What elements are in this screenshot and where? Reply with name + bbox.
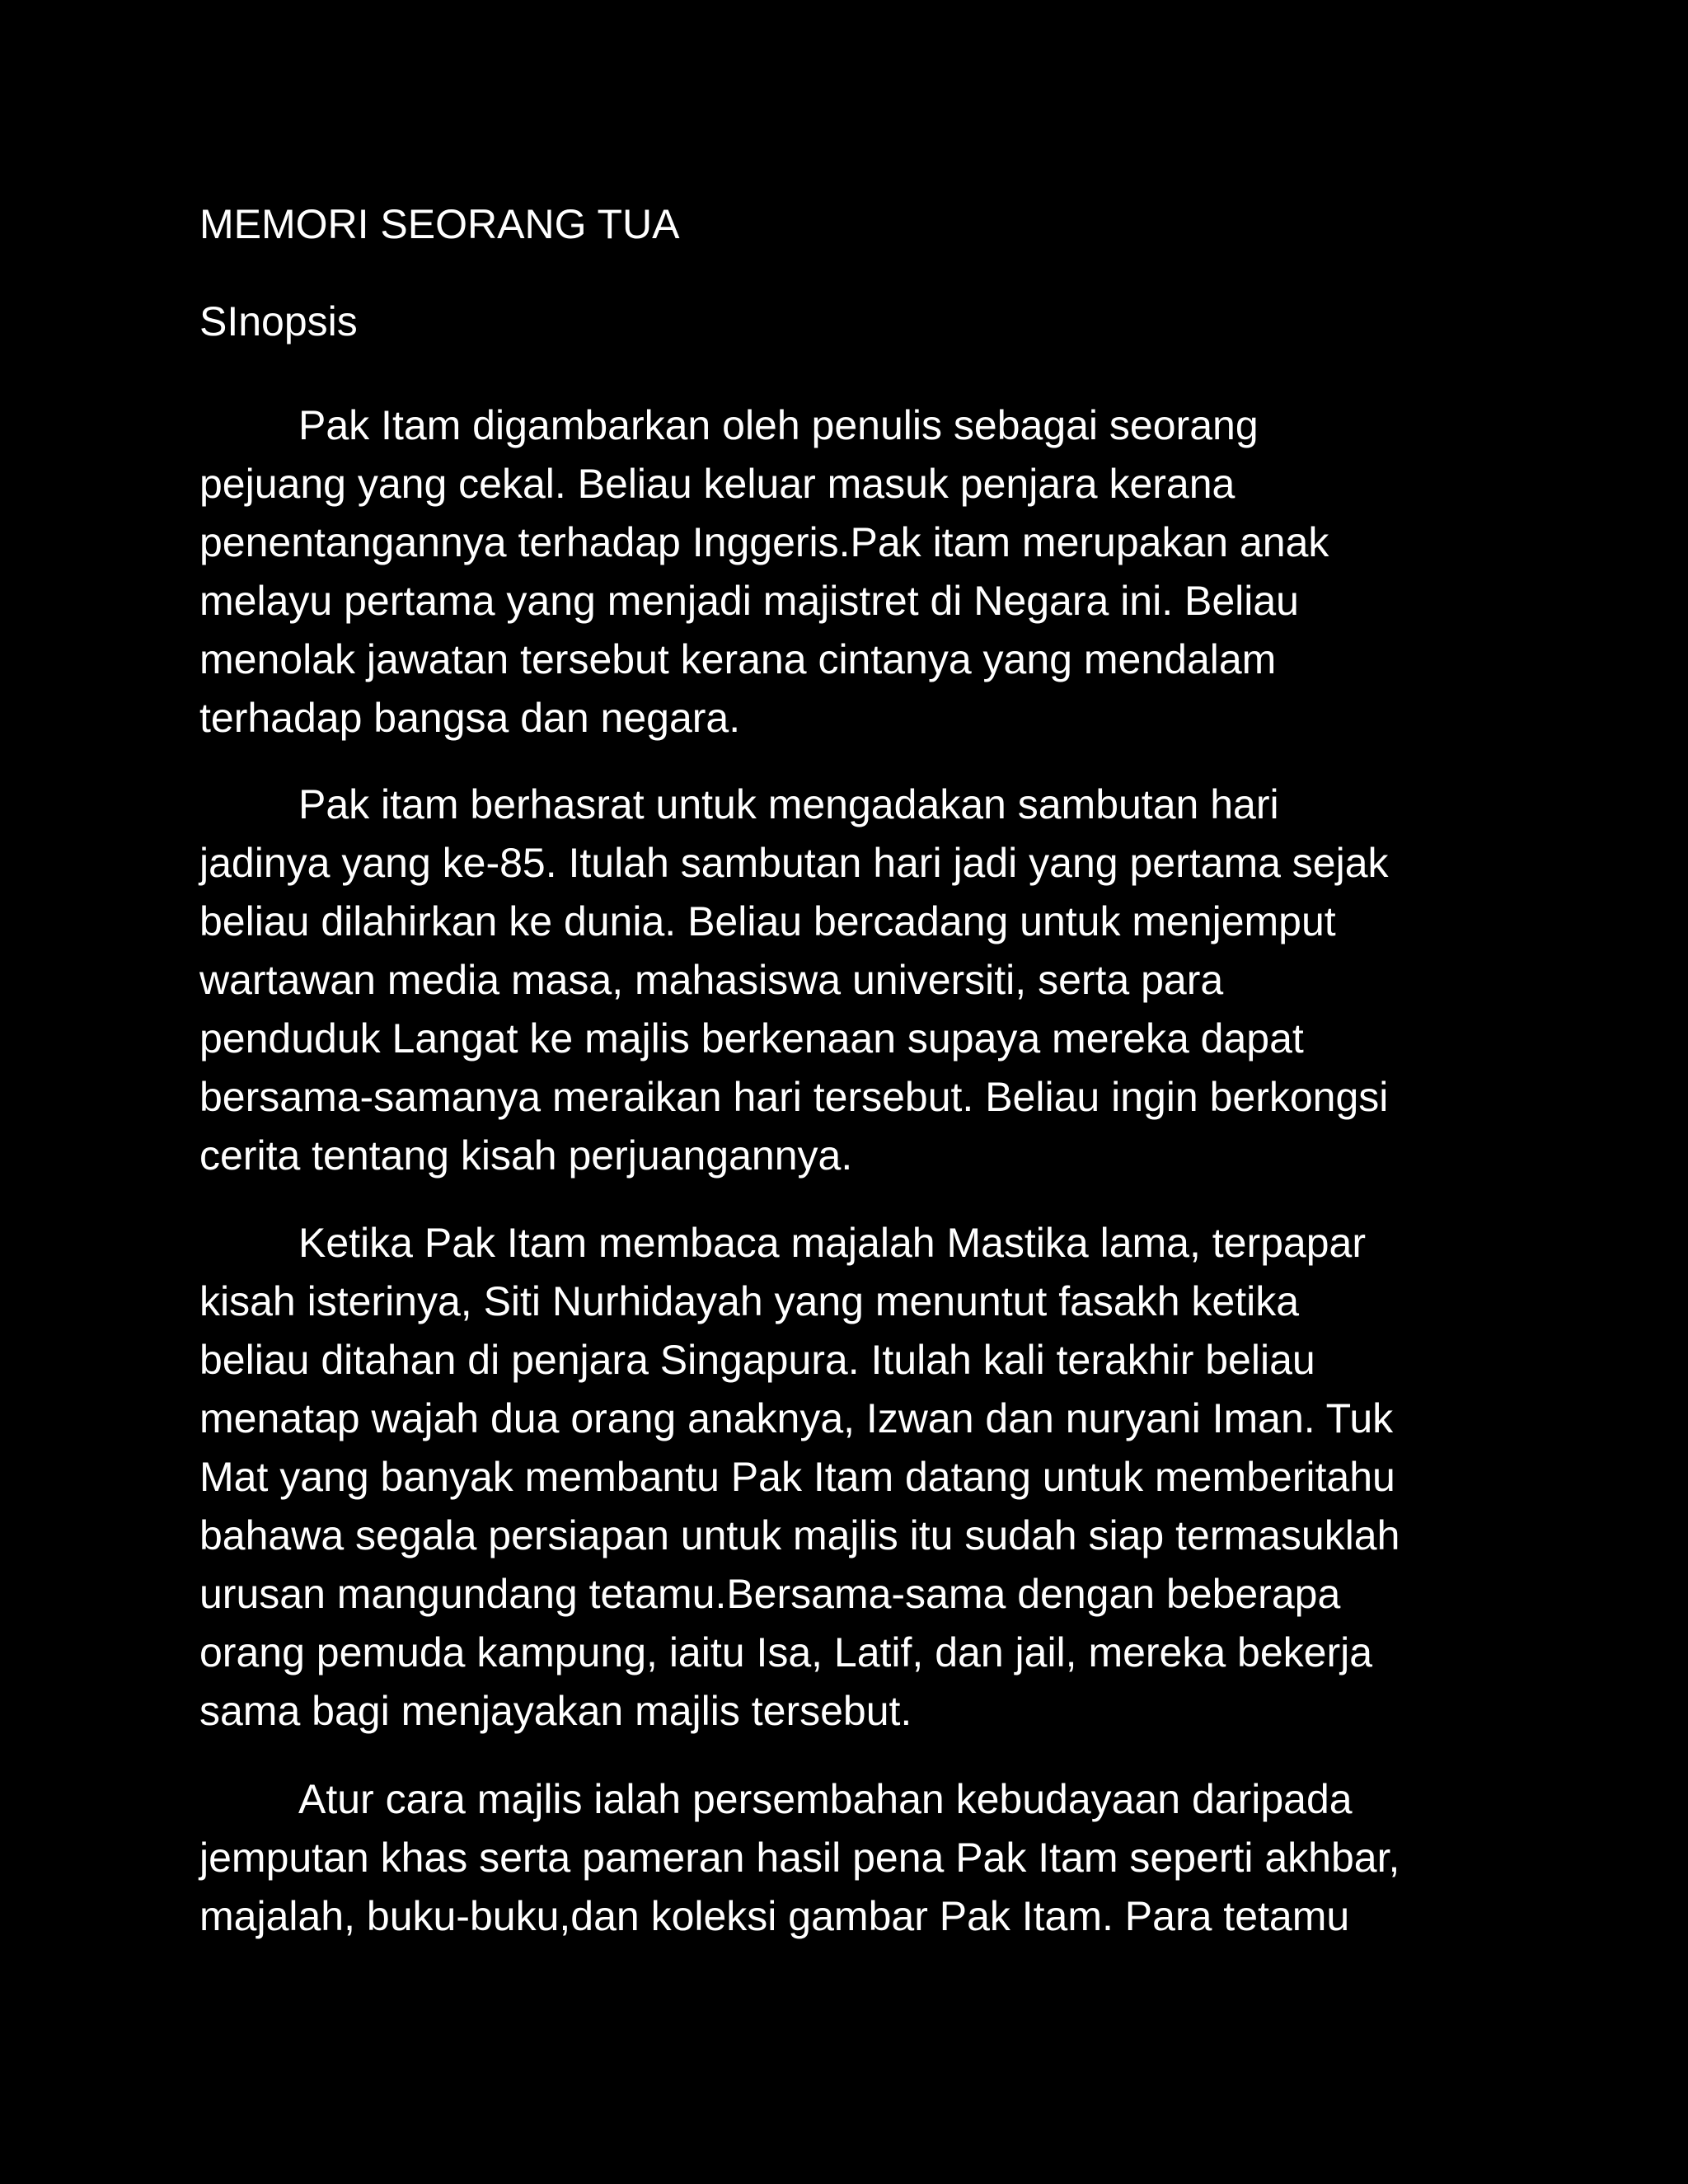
paragraph-line: sama bagi menjayakan majlis tersebut.: [199, 1688, 912, 1734]
paragraph-1: [199, 396, 1502, 748]
paragraph-line: orang pemuda kampung, iaitu Isa, Latif, dan jail, mereka bekerja: [199, 1629, 1373, 1675]
paragraph-line: menolak jawatan tersebut kerana cintanya yang mendalam: [199, 636, 1277, 682]
paragraph-line: bahawa segala persiapan untuk majlis itu sudah siap termasuklah: [199, 1512, 1400, 1558]
paragraph-line: Mat yang banyak membantu Pak Itam datang untuk memberitahu: [199, 1454, 1395, 1500]
paragraph-line: bersama-samanya meraikan hari tersebut. Beliau ingin berkongsi: [199, 1074, 1389, 1120]
paragraph-line: penduduk Langat ke majlis berkenaan supaya mereka dapat: [199, 1015, 1304, 1062]
paragraph-line: kisah isterinya, Siti Nurhidayah yang menuntut fasakh ketika: [199, 1278, 1300, 1324]
synopsis-heading: SInopsis: [199, 298, 358, 344]
paragraph-4: [199, 1770, 1502, 1946]
paragraph-line: terhadap bangsa dan negara.: [199, 695, 741, 741]
paragraph-line: wartawan media masa, mahasiswa universiti, serta para: [199, 957, 1224, 1003]
paragraph-line: melayu pertama yang menjadi majistret di Negara ini. Beliau: [199, 578, 1299, 624]
paragraph-line: Pak itam berhasrat untuk mengadakan sambutan hari: [298, 781, 1279, 827]
paragraph-line: urusan mangundang tetamu.Bersama-sama dengan beberapa: [199, 1571, 1341, 1617]
paragraph-line: majalah, buku-buku,dan koleksi gambar Pak Itam. Para tetamu: [199, 1893, 1350, 1939]
paragraph-line: cerita tentang kisah perjuangannya.: [199, 1132, 853, 1179]
document-title: MEMORI SEORANG TUA: [199, 201, 680, 247]
paragraph-line: Ketika Pak Itam membaca majalah Mastika lama, terpapar: [298, 1220, 1366, 1266]
paragraph-2: [199, 776, 1502, 1185]
paragraph-line: Atur cara majlis ialah persembahan kebudayaan daripada: [298, 1776, 1353, 1822]
paragraph-line: beliau ditahan di penjara Singapura. Itulah kali terakhir beliau: [199, 1337, 1315, 1383]
paragraph-line: pejuang yang cekal. Beliau keluar masuk penjara kerana: [199, 461, 1236, 507]
paragraph-line: jadinya yang ke-85. Itulah sambutan hari jadi yang pertama sejak: [199, 840, 1389, 886]
document-body: [199, 194, 1502, 1946]
paragraph-3: [199, 1214, 1502, 1741]
paragraph-line: menatap wajah dua orang anaknya, Izwan dan nuryani Iman. Tuk: [199, 1395, 1394, 1441]
paragraph-line: jemputan khas serta pameran hasil pena Pak Itam seperti akhbar,: [199, 1835, 1400, 1881]
paragraph-line: Pak Itam digambarkan oleh penulis sebagai seorang: [298, 402, 1259, 448]
paragraph-line: beliau dilahirkan ke dunia. Beliau bercadang untuk menjemput: [199, 898, 1336, 944]
paragraph-line: penentangannya terhadap Inggeris.Pak itam merupakan anak: [199, 519, 1329, 565]
